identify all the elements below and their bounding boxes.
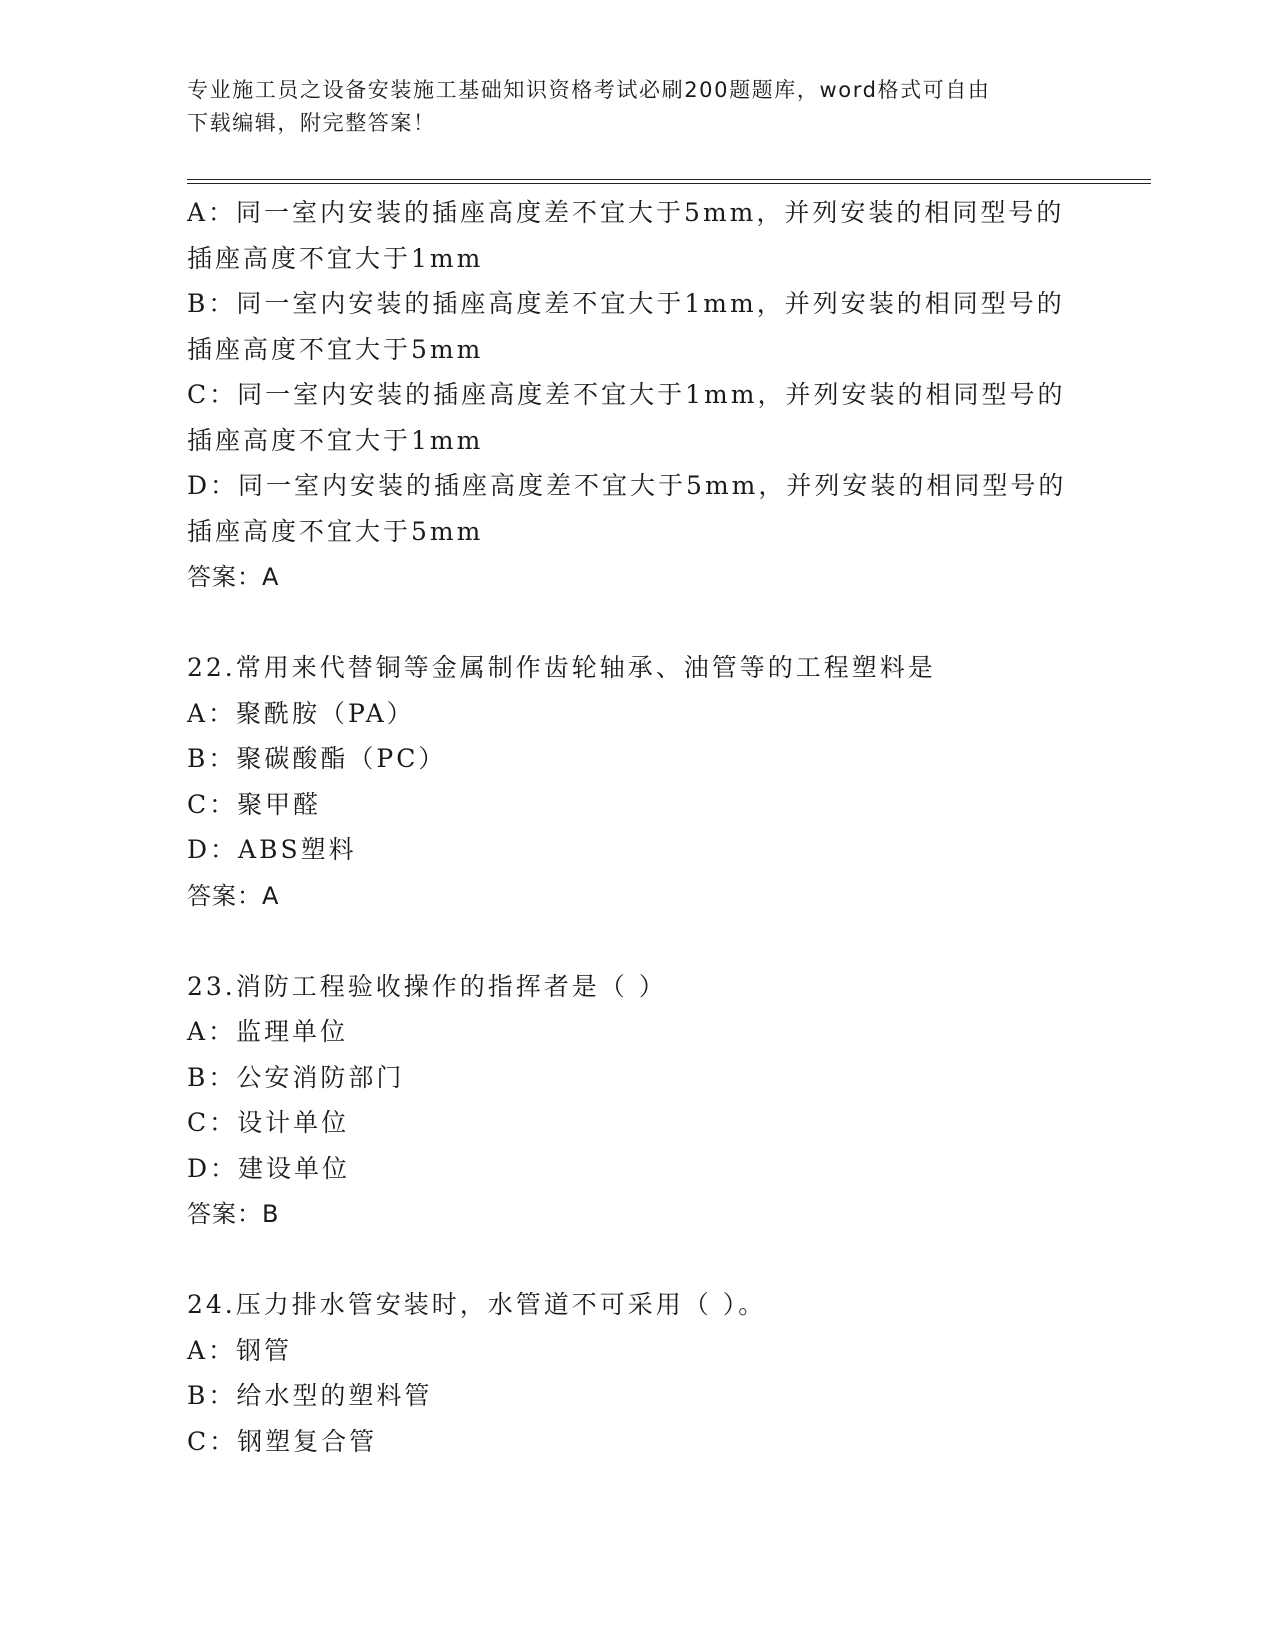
document-header [187, 74, 1067, 140]
q23-option-d: D：建设单位 [187, 1153, 351, 1183]
q21-option-c-line-1: C：同一室内安装的插座高度差不宜大于1mm，并列安装的相同型号的 [187, 380, 1066, 409]
header-title-line-1: 专业施工员之设备安装施工基础知识资格考试必刷200题题库，word格式可自由 [187, 78, 991, 102]
q22-answer: 答案：A [187, 881, 280, 910]
q22-question-text: 22.常用来代替铜等金属制作齿轮轴承、油管等的工程塑料是 [187, 653, 936, 682]
q21-option-c-line-2: 插座高度不宜大于1mm [187, 425, 484, 455]
q23-option-a: A：监理单位 [187, 1017, 349, 1046]
question-spacer [187, 600, 1087, 645]
q22-option-c: C：聚甲醛 [187, 789, 322, 819]
question-23-block [187, 964, 1087, 1238]
q22-option-d: D：ABS塑料 [187, 835, 357, 864]
question-21-block [187, 190, 1087, 600]
q23-option-b: B：公安消防部门 [187, 1062, 405, 1092]
q24-question-text: 24.压力排水管安装时，水管道不可采用（ ）。 [187, 1290, 767, 1319]
question-22-block [187, 645, 1087, 919]
header-title-line-2: 下载编辑，附完整答案！ [187, 111, 436, 135]
q24-option-c: C：钢塑复合管 [187, 1426, 378, 1456]
question-spacer [187, 919, 1087, 964]
q23-question-text: 23.消防工程验收操作的指挥者是（ ） [187, 971, 667, 1001]
q21-option-d-line-2: 插座高度不宜大于5mm [187, 516, 484, 546]
q21-option-a-line-2: 插座高度不宜大于1mm [187, 243, 484, 273]
q21-option-b-line-1: B：同一室内安装的插座高度差不宜大于1mm，并列安装的相同型号的 [187, 289, 1065, 318]
q21-option-b-line-2: 插座高度不宜大于5mm [187, 334, 484, 364]
q21-answer: 答案：A [187, 563, 280, 591]
question-list [187, 190, 1087, 1464]
q21-option-d-line-1: D：同一室内安装的插座高度差不宜大于5mm，并列安装的相同型号的 [187, 471, 1067, 500]
q22-option-b: B：聚碳酸酯（PC） [187, 744, 447, 773]
q24-option-a: A：钢管 [187, 1335, 293, 1365]
question-spacer [187, 1237, 1087, 1282]
q23-answer: 答案：B [187, 1200, 280, 1228]
q24-option-b: B：给水型的塑料管 [187, 1381, 433, 1410]
question-24-block [187, 1282, 1087, 1464]
header-divider-top [187, 179, 1151, 180]
q21-option-a-line-1: A：同一室内安装的插座高度差不宜大于5mm，并列安装的相同型号的 [187, 198, 1065, 227]
q22-option-a: A：聚酰胺（PA） [187, 698, 415, 728]
q23-option-c: C：设计单位 [187, 1108, 350, 1137]
header-divider-bottom [187, 183, 1151, 184]
